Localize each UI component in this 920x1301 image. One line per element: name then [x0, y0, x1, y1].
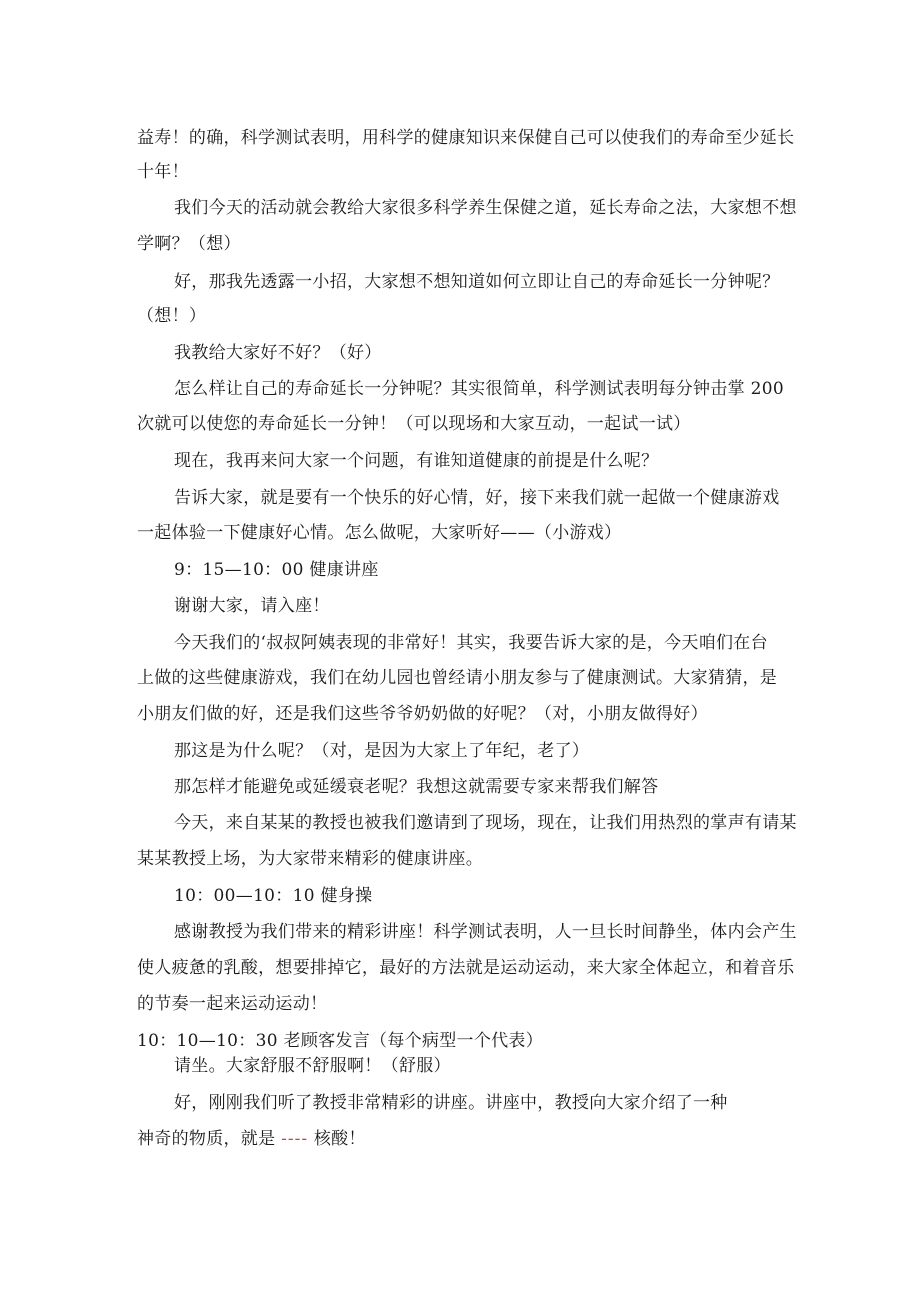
paragraph-line: 次就可以使您的寿命延长一分钟！（可以现场和大家互动，一起试一试） — [137, 414, 691, 434]
paragraph-line: 谢谢大家，请入座！ — [174, 596, 330, 616]
paragraph-line: 好，那我先透露一小招，大家想不想知道如何立即让自己的寿命延长一分钟呢？ — [174, 272, 780, 292]
paragraph-line: 请坐。大家舒服不舒服啊！（舒服） — [174, 1056, 451, 1076]
paragraph-line: 我教给大家好不好？（好） — [174, 343, 382, 363]
line-text: 神奇的物质，就是 — [137, 1129, 276, 1149]
paragraph-line: 告诉大家，就是要有一个快乐的好心情，好，接下来我们就一起做一个健康游戏 — [174, 488, 780, 508]
paragraph-line: 现在，我再来问大家一个问题，有谁知道健康的前提是什么呢？ — [174, 451, 659, 471]
paragraph-line: 感谢教授为我们带来的精彩讲座！科学测试表明，人一旦长时间静坐，体内会产生 — [174, 922, 797, 942]
paragraph-line: 使人疲惫的乳酸，想要排掉它，最好的方法就是运动运动，来大家全体起立，和着音乐 — [137, 958, 795, 978]
paragraph-line: 那怎样才能避免或延缓衰老呢？我想这就需要专家来帮我们解答 — [174, 777, 659, 797]
paragraph-line: （想！） — [137, 306, 207, 326]
paragraph-line — [137, 1128, 366, 1150]
paragraph-line: 上做的这些健康游戏，我们在幼儿园也曾经请小朋友参与了健康测试。大家猜猜，是 — [137, 668, 778, 688]
paragraph-line: 的节奏一起来运动运动！ — [137, 994, 328, 1014]
paragraph-line: 我们今天的活动就会教给大家很多科学养生保健之道，延长寿命之法，大家想不想 — [174, 198, 797, 218]
paragraph-line: 十年！ — [137, 162, 189, 182]
paragraph-line: 益寿！的确，科学测试表明，用科学的健康知识来保健自己可以使我们的寿命至少延长 — [137, 128, 795, 148]
paragraph-line: 今天，来自某某的教授也被我们邀请到了现场，现在，让我们用热烈的掌声有请某 — [174, 813, 797, 833]
paragraph-line: 学啊？（想） — [137, 234, 241, 254]
line-text: 核酸！ — [313, 1129, 366, 1149]
schedule-heading: 10：10—10：30 老顾客发言（每个病型一个代表） — [137, 1031, 544, 1051]
paragraph-line: 那这是为什么呢？（对，是因为大家上了年纪，老了） — [174, 741, 590, 761]
dash-mark: ---- — [281, 1129, 309, 1149]
paragraph-line: 一起体验一下健康好心情。怎么做呢，大家听好——（小游戏） — [137, 523, 622, 543]
paragraph-line: 好，刚刚我们听了教授非常精彩的讲座。讲座中，教授向大家介绍了一种 — [174, 1093, 728, 1113]
schedule-heading: 9：15—10：00 健康讲座 — [174, 560, 379, 580]
paragraph-line: 怎么样让自己的寿命延长一分钟呢？其实很简单，科学测试表明每分钟击掌 200 — [174, 379, 784, 399]
schedule-heading: 10：00—10：10 健身操 — [174, 886, 373, 906]
paragraph-line: 今天我们的‘叔叔阿姨表现的非常好！其实，我要告诉大家的是，今天咱们在台 — [174, 633, 768, 653]
paragraph-line: 某某教授上场，为大家带来精彩的健康讲座。 — [137, 849, 483, 869]
paragraph-line: 小朋友们做的好，还是我们这些爷爷奶奶做的好呢？（对，小朋友做得好） — [137, 704, 708, 724]
